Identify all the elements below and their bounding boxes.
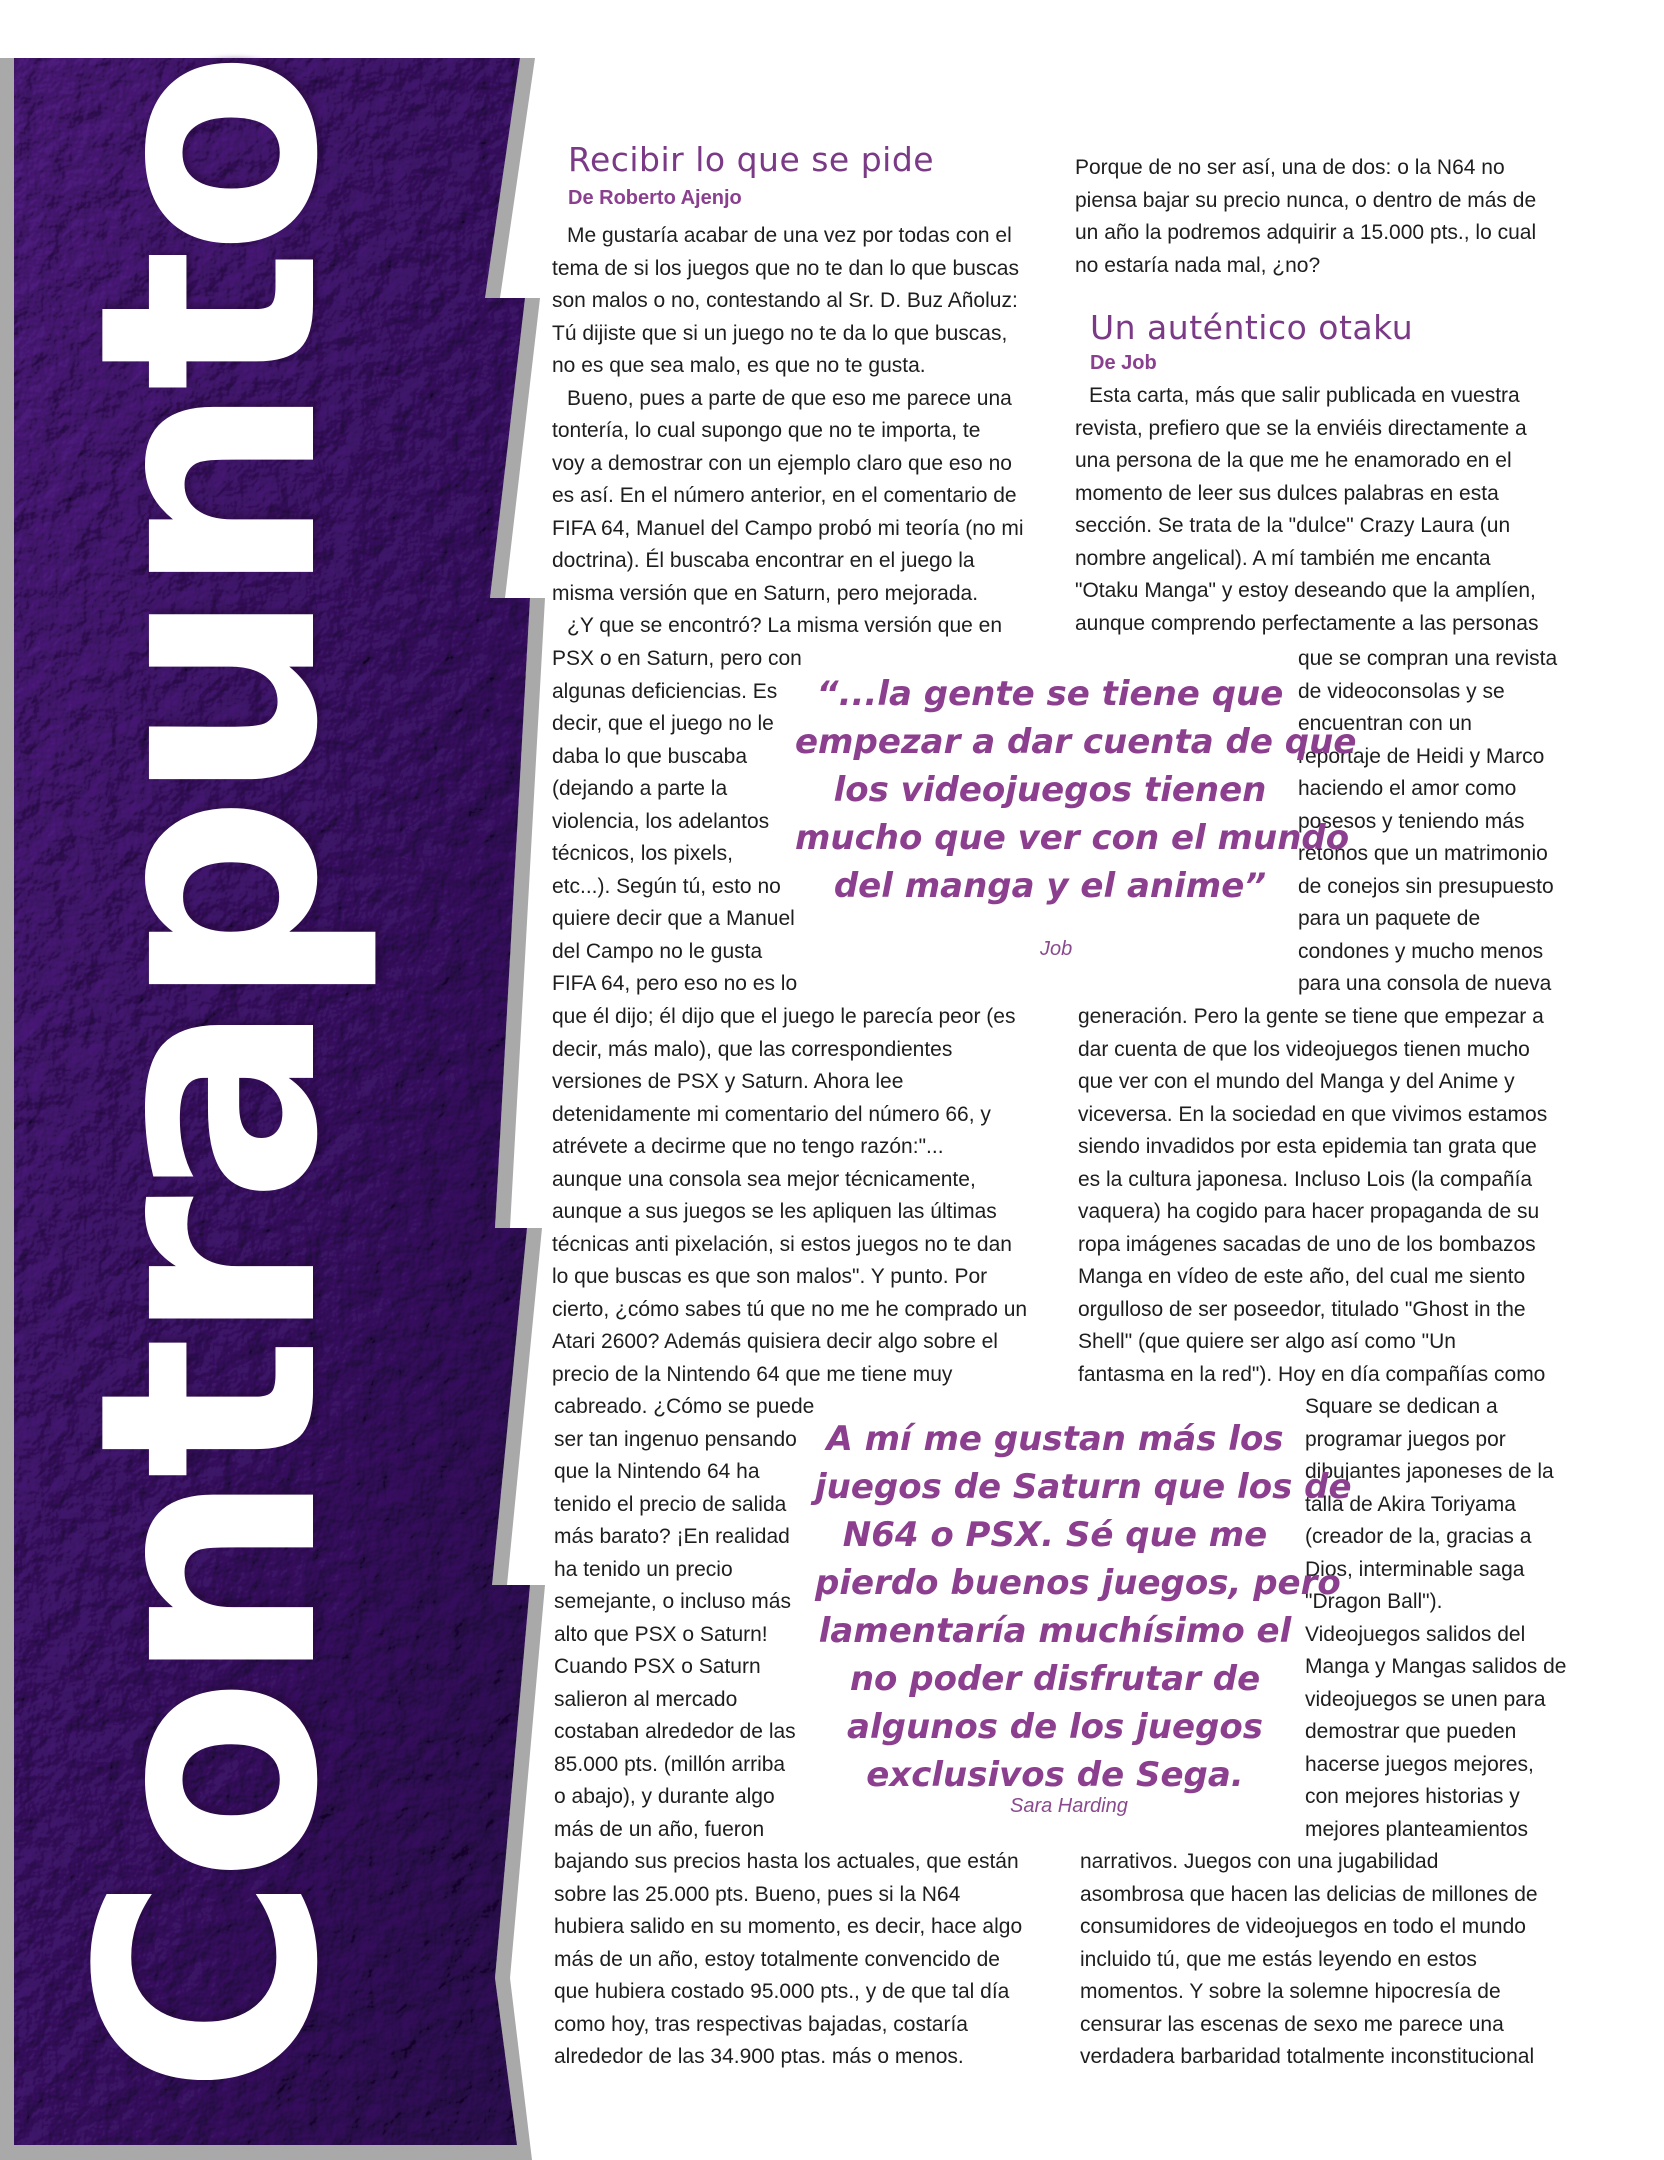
text-line: tema de si los juegos que no te dan lo que buscas — [552, 256, 1019, 280]
text-line: decir, que el juego no le — [552, 712, 774, 735]
quote-line: lamentaría muchísimo el — [818, 1611, 1292, 1651]
quote-line: algunos de los juegos — [847, 1707, 1263, 1747]
text-line: ropa imágenes sacadas de uno de los bombazos — [1078, 1232, 1536, 1256]
text-line: aunque a sus juegos se les apliquen las últimas — [552, 1200, 997, 1223]
text-line: Shell" (que quiere ser algo así como "Un — [1078, 1330, 1456, 1353]
text-line: Square se dedican a — [1305, 1395, 1498, 1418]
text-line: más de un año, fueron — [554, 1817, 765, 1841]
text-line: ¿Y que se encontró? La misma versión que en — [567, 614, 1003, 637]
text-line: incluido tú, que me estás leyendo en estos — [1080, 1947, 1477, 1971]
text-line: asombrosa que hacen las delicias de millones de — [1080, 1882, 1538, 1906]
text-line: del Campo no le gusta — [552, 939, 763, 963]
text-line: orgulloso de ser poseedor, titulado "Ghost in the — [1078, 1297, 1526, 1321]
text-line: demostrar que pueden — [1305, 1720, 1517, 1743]
quote-line: juegos de Saturn que los de — [815, 1467, 1352, 1507]
text-line: lo que buscas es que son malos". Y punto. Por — [552, 1265, 988, 1288]
text-line: semejante, o incluso más — [554, 1590, 791, 1613]
text-line: quiere decir que a Manuel — [552, 907, 795, 930]
text-line: técnicos, los pixels, — [552, 842, 733, 865]
text-line: son malos o no, contestando al Sr. D. Buz Añoluz: — [552, 289, 1018, 312]
text-line: para una consola de nueva — [1298, 972, 1552, 995]
text-line: con mejores historias y — [1305, 1785, 1520, 1808]
letter2-closing — [1080, 1846, 1538, 2074]
text-line: 85.000 pts. (millón arriba — [554, 1752, 786, 1776]
quote-line: N64 o PSX. Sé que me — [842, 1515, 1268, 1555]
text-line: reportaje de Heidi y Marco — [1298, 744, 1545, 768]
quote-line: del manga y el anime” — [833, 866, 1267, 906]
text-line: salieron al mercado — [554, 1687, 738, 1711]
text-line: doctrina). Él buscaba encontrar en el juego la — [552, 549, 975, 572]
quote-line: A mí me gustan más los — [826, 1419, 1284, 1459]
text-line: es así. En el número anterior, en el comentario de — [552, 484, 1017, 507]
text-line: violencia, los adelantos — [552, 809, 770, 833]
text-line: Porque de no ser así, una de dos: o la N64 no — [1075, 156, 1505, 179]
quote-line: los videojuegos tienen — [833, 770, 1267, 810]
section-title-vertical: Contrapunto — [35, 57, 384, 2095]
text-line: más de un año, estoy totalmente convencido de — [554, 1947, 1000, 1971]
text-line: piensa bajar su precio nunca, o dentro de más de — [1075, 188, 1537, 212]
text-line: no es que sea malo, es que no te gusta. — [552, 354, 926, 377]
text-line: tontería, lo cual supongo que no te importa, te — [552, 419, 981, 442]
text-line: talla de Akira Toriyama — [1305, 1492, 1516, 1516]
text-line: ha tenido un precio — [554, 1557, 733, 1581]
text-line: un año la podremos adquirir a 15.000 pts., lo cual — [1075, 221, 1537, 244]
text-line: o abajo), y durante algo — [554, 1785, 775, 1808]
text-line: que la Nintendo 64 ha — [554, 1460, 760, 1483]
text-line: Me gustaría acabar de una vez por todas con el — [567, 224, 1012, 247]
text-line: alto que PSX o Saturn! — [554, 1622, 768, 1646]
text-line: Dios, interminable saga — [1305, 1557, 1525, 1581]
text-line: decir, más malo), que las correspondientes — [552, 1037, 953, 1061]
text-line: dibujantes japoneses de la — [1305, 1460, 1554, 1483]
text-line: daba lo que buscaba — [552, 744, 747, 768]
letter1-narrow-upper — [552, 643, 802, 1001]
letter2-narrow-lower — [1305, 1391, 1567, 1846]
letter1-title: Recibir lo que se pide — [568, 140, 935, 179]
text-line: (dejando a parte la — [552, 777, 728, 800]
letter1-closing — [554, 1846, 1022, 2074]
text-line: que ver con el mundo del Manga y del Anime y — [1078, 1070, 1515, 1093]
text-line: cabreado. ¿Cómo se puede — [554, 1395, 815, 1418]
text-line: videojuegos se unen para — [1305, 1687, 1546, 1711]
text-line: precio de la Nintendo 64 que me tiene muy — [552, 1362, 953, 1386]
text-line: una persona de la que me he enamorado en el — [1075, 449, 1512, 472]
quote-line: empezar a dar cuenta de que — [795, 722, 1357, 762]
text-line: consumidores de videojuegos en todo el mundo — [1080, 1915, 1526, 1938]
text-line: "Dragon Ball"). — [1305, 1590, 1443, 1613]
text-line: no estaría nada mal, ¿no? — [1075, 253, 1321, 277]
text-line: Manga y Mangas salidos de — [1305, 1655, 1567, 1678]
text-line: misma versión que en Saturn, pero mejorada. — [552, 581, 979, 605]
letter2-author: De Job — [1090, 352, 1157, 374]
text-line: sobre las 25.000 pts. Bueno, pues si la N64 — [554, 1882, 961, 1906]
text-line: ser tan ingenuo pensando — [554, 1427, 797, 1451]
text-line: cierto, ¿cómo sabes tú que no me he comprado un — [552, 1297, 1028, 1321]
text-line: "Otaku Manga" y estoy deseando que la amplíen, — [1075, 579, 1536, 602]
text-line: de conejos sin presupuesto — [1298, 874, 1554, 898]
text-line: aunque una consola sea mejor técnicamente, — [552, 1167, 976, 1191]
text-line: Esta carta, más que salir publicada en vuestra — [1089, 384, 1520, 407]
letter2-title: Un auténtico otaku — [1090, 308, 1414, 347]
text-line: que él dijo; él dijo que el juego le parecía peor (es — [552, 1005, 1016, 1028]
text-line: Videojuegos salidos del — [1305, 1622, 1526, 1646]
text-line: Bueno, pues a parte de que eso me parece una — [567, 386, 1012, 410]
text-line: censurar las escenas de sexo me parece una — [1080, 2012, 1504, 2036]
text-line: tenido el precio de salida — [554, 1492, 787, 1516]
text-line: vaquera) ha cogido para hacer propaganda de su — [1078, 1200, 1540, 1223]
text-line: más barato? ¡En realidad — [554, 1525, 790, 1548]
text-line: sección. Se trata de la "dulce" Crazy Laura (un — [1075, 514, 1511, 537]
letter1-narrow-lower — [554, 1391, 814, 1846]
text-line: hubiera salido en su momento, es decir, hace algo — [554, 1915, 1023, 1938]
text-line: que se compran una revista — [1298, 647, 1558, 670]
text-line: alrededor de las 34.900 ptas. más o menos. — [554, 2045, 964, 2068]
text-line: verdadera barbaridad totalmente inconstitucional — [1080, 2045, 1535, 2068]
quote-line: “...la gente se tiene que — [816, 674, 1284, 714]
text-line: narrativos. Juegos con una jugabilidad — [1080, 1850, 1439, 1873]
text-line: algunas deficiencias. Es — [552, 679, 778, 703]
text-line: siendo invadidos por esta epidemia tan grata que — [1078, 1135, 1537, 1158]
text-line: programar juegos por — [1305, 1427, 1506, 1451]
quote-line: exclusivos de Sega. — [866, 1755, 1244, 1795]
text-line: aunque comprendo perfectamente a las personas — [1075, 611, 1539, 635]
text-line: momentos. Y sobre la solemne hipocresía de — [1080, 1980, 1501, 2003]
text-line: generación. Pero la gente se tiene que empezar a — [1078, 1005, 1544, 1028]
letter1-intro — [552, 220, 1024, 643]
text-line: bajando sus precios hasta los actuales, que están — [554, 1850, 1019, 1873]
text-line: posesos y teniendo más — [1298, 809, 1525, 833]
text-line: retoños que un matrimonio — [1298, 842, 1548, 865]
text-line: voy a demostrar con un ejemplo claro que eso no — [552, 451, 1012, 475]
letter2-middle — [1078, 1001, 1547, 1391]
text-line: es la cultura japonesa. Incluso Lois (la compañía — [1078, 1167, 1533, 1191]
text-line: revista, prefiero que se la enviéis directamente a — [1075, 416, 1527, 440]
text-line: Atari 2600? Además quisiera decir algo sobre el — [552, 1330, 998, 1353]
text-line: PSX o en Saturn, pero con — [552, 647, 802, 670]
text-line: haciendo el amor como — [1298, 777, 1517, 800]
text-line: FIFA 64, Manuel del Campo probó mi teoría (no mi — [552, 516, 1024, 540]
text-line: detenidamente mi comentario del número 66, y — [552, 1102, 991, 1126]
text-line: etc...). Según tú, esto no — [552, 874, 781, 898]
text-line: de videoconsolas y se — [1298, 679, 1505, 703]
text-line: viceversa. En la sociedad en que vivimos estamos — [1078, 1102, 1548, 1126]
text-line: hacerse juegos mejores, — [1305, 1752, 1534, 1776]
text-line: para un paquete de — [1298, 907, 1481, 930]
text-line: técnicas anti pixelación, si estos juegos no te dan — [552, 1232, 1012, 1256]
text-line: dar cuenta de que los videojuegos tienen mucho — [1078, 1037, 1530, 1061]
text-line: Tú dijiste que si un juego no te da lo que buscas, — [552, 321, 1008, 345]
pull-quote-sara-attribution: Sara Harding — [1010, 1795, 1128, 1817]
text-line: fantasma en la red"). Hoy en día compañías como — [1078, 1362, 1546, 1386]
text-line: mejores planteamientos — [1305, 1817, 1528, 1841]
text-line: Cuando PSX o Saturn — [554, 1655, 761, 1678]
text-line: condones y mucho menos — [1298, 939, 1544, 963]
letter1-middle — [552, 1001, 1027, 1391]
text-line: momento de leer sus dulces palabras en esta — [1075, 481, 1499, 505]
letter2-intro — [1075, 380, 1538, 640]
quote-line: no poder disfrutar de — [849, 1659, 1261, 1699]
pull-quote-sara — [815, 1415, 1352, 1799]
letter1-continuation — [1075, 152, 1536, 282]
quote-line: mucho que ver con el mundo — [795, 818, 1350, 858]
pull-quote-job-attribution: Job — [1040, 938, 1073, 960]
letter1-author: De Roberto Ajenjo — [568, 187, 742, 209]
text-line: atrévete a decirme que no tengo razón:"... — [552, 1135, 944, 1158]
text-line: versiones de PSX y Saturn. Ahora lee — [552, 1070, 904, 1093]
text-line: Manga en vídeo de este año, del cual me siento — [1078, 1265, 1526, 1288]
text-line: como hoy, tras respectivas bajadas, costaría — [554, 2012, 968, 2036]
text-line: que hubiera costado 95.000 pts., y de que tal día — [554, 1980, 1010, 2003]
pull-quote-job — [795, 670, 1357, 910]
text-line: encuentran con un — [1298, 712, 1472, 735]
text-line: FIFA 64, pero eso no es lo — [552, 972, 798, 995]
text-line: nombre angelical). A mí también me encanta — [1075, 546, 1491, 570]
text-line: (creador de la, gracias a — [1305, 1525, 1532, 1548]
text-line: costaban alrededor de las — [554, 1720, 796, 1743]
quote-line: pierdo buenos juegos, pero — [815, 1563, 1341, 1603]
